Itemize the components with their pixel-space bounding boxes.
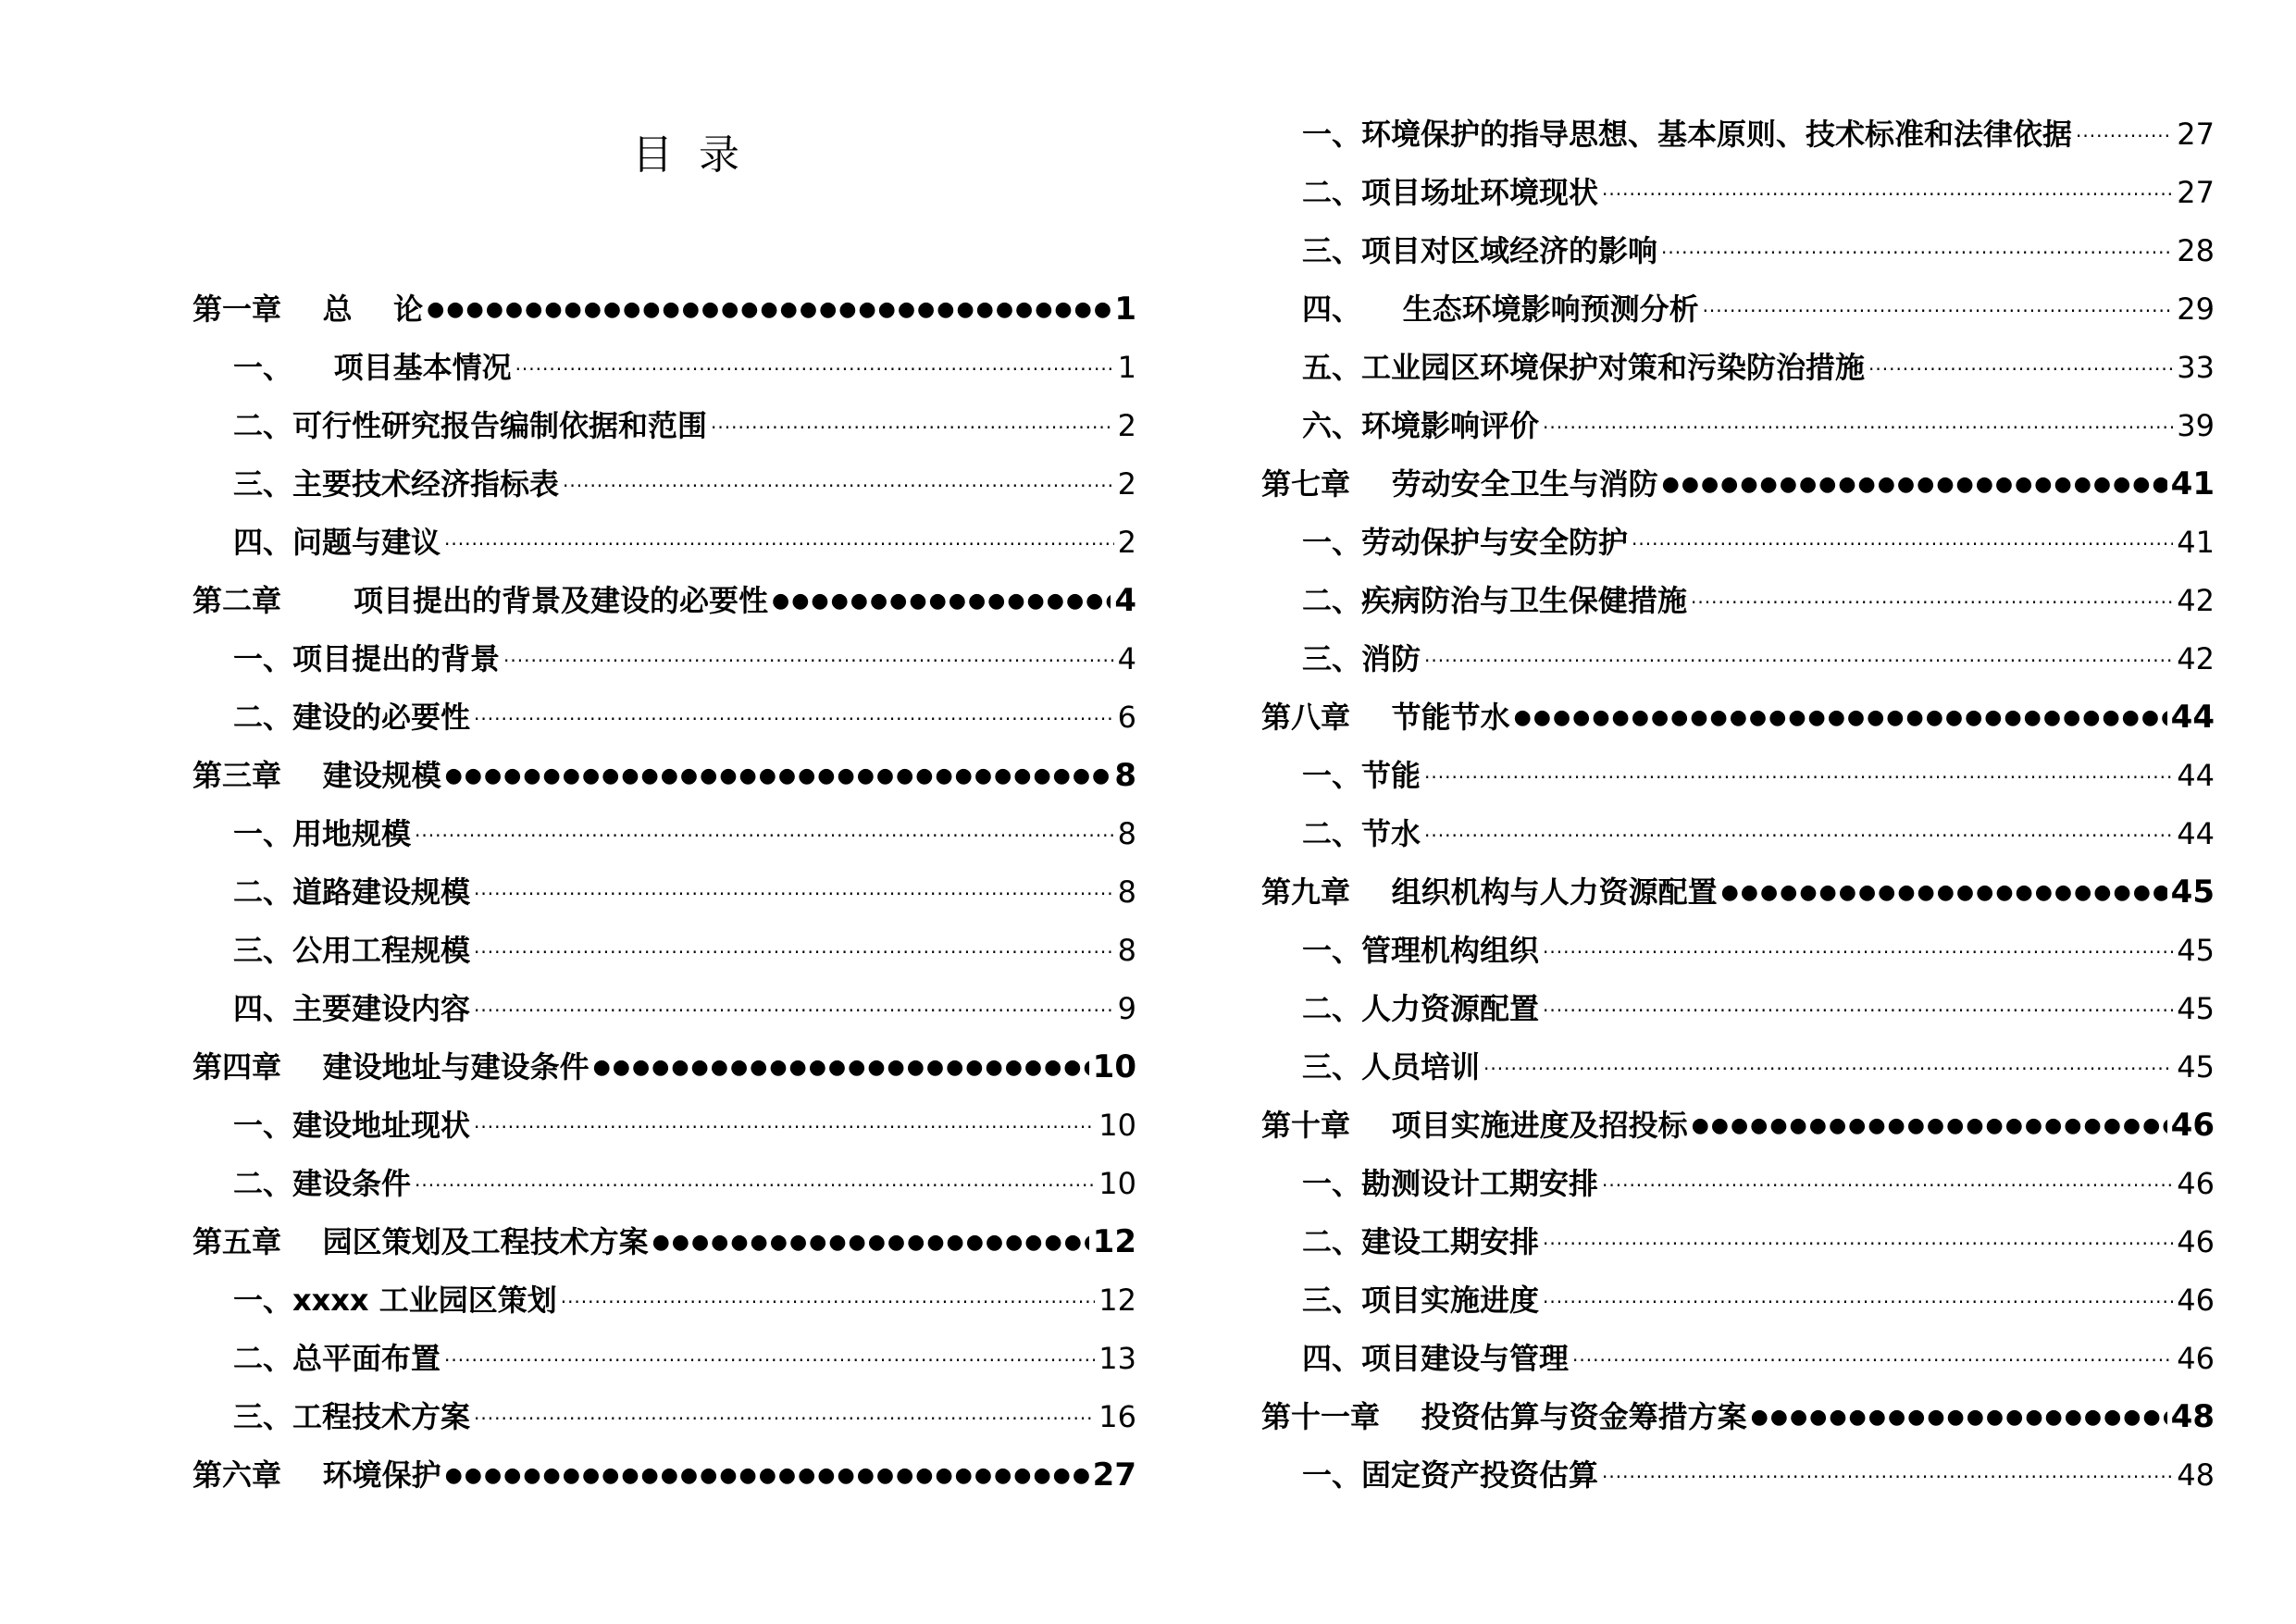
toc-section-entry[interactable] <box>1261 1330 2215 1388</box>
toc-page-number: 1 <box>1114 291 1136 328</box>
toc-page-number: 48 <box>2177 1457 2215 1493</box>
toc-dot-leader <box>515 341 1114 399</box>
toc-page-number: 41 <box>2170 465 2215 502</box>
toc-entry-label: 三、项目对区域经济的影响 <box>1302 233 1658 268</box>
toc-page-number: 45 <box>2177 991 2215 1026</box>
toc-dot-leader <box>593 1038 1089 1097</box>
toc-entry-label: 六、环境影响评价 <box>1302 408 1540 443</box>
toc-entry-label: 四、主要建设内容 <box>233 991 471 1026</box>
toc-page-number: 8 <box>1114 757 1136 794</box>
toc-entry-label: 二、疾病防治与卫生保健措施 <box>1302 583 1688 618</box>
toc-section-entry[interactable] <box>1261 1038 2215 1097</box>
toc-page-number: 6 <box>1117 700 1136 735</box>
toc-page-number: 2 <box>1117 466 1136 502</box>
toc-dot-leader <box>1543 982 2173 1040</box>
toc-dot-leader <box>711 399 1114 457</box>
toc-entry-label: 一、劳动保护与安全防护 <box>1302 525 1629 560</box>
toc-page-number: 8 <box>1117 874 1136 910</box>
toc-dot-leader <box>474 1390 1095 1448</box>
toc-entry-label: 第四章 建设地址与建设条件 <box>192 1049 590 1085</box>
toc-dot-leader <box>1602 166 2173 224</box>
toc-entry-label: 二、人力资源配置 <box>1302 991 1540 1026</box>
toc-entry-label: 一、勘测设计工期安排 <box>1302 1166 1599 1201</box>
toc-dot-leader <box>474 690 1114 749</box>
toc-section-entry[interactable] <box>1261 747 2215 805</box>
toc-dot-leader <box>1662 455 2167 514</box>
toc-entry-label: 二、建设工期安排 <box>1302 1224 1540 1259</box>
toc-page-number: 45 <box>2177 1049 2215 1085</box>
toc-entry-label: 第六章 环境保护 <box>192 1457 441 1493</box>
toc-entry-label: 三、消防 <box>1302 641 1421 676</box>
toc-entry-label: 第九章 组织机构与人力资源配置 <box>1261 874 1718 910</box>
toc-dot-leader <box>415 807 1114 865</box>
toc-entry-label: 一、节能 <box>1302 758 1421 793</box>
toc-section-entry[interactable] <box>1261 105 2215 164</box>
toc-section-entry[interactable] <box>192 863 1136 922</box>
toc-chapter-entry[interactable] <box>1261 1388 2215 1446</box>
toc-dot-leader <box>772 572 1111 630</box>
toc-dot-leader <box>1632 515 2173 574</box>
toc-page-number: 10 <box>1092 1048 1136 1085</box>
toc-chapter-entry[interactable] <box>1261 688 2215 747</box>
toc-page-number: 44 <box>2177 816 2215 851</box>
toc-page-number: 10 <box>1098 1166 1136 1201</box>
toc-dot-leader <box>563 457 1114 515</box>
toc-entry-label: 第七章 劳动安全卫生与消防 <box>1261 466 1658 502</box>
toc-chapter-entry[interactable] <box>192 280 1136 339</box>
page-title: 目录 <box>632 131 765 179</box>
toc-entry-label: 一、 项目基本情况 <box>233 350 512 385</box>
toc-dot-leader <box>427 280 1111 339</box>
toc-dot-leader <box>1543 924 2173 982</box>
toc-entry-label: 四、项目建设与管理 <box>1302 1341 1570 1376</box>
toc-section-entry[interactable] <box>192 805 1136 863</box>
toc-chapter-entry[interactable] <box>192 572 1136 630</box>
toc-entry-label: 三、项目实施进度 <box>1302 1283 1540 1318</box>
toc-entry-label: 一、环境保护的指导思想、基本原则、技术标准和法律依据 <box>1302 117 2073 152</box>
toc-entry-label: 第一章 总 论 <box>192 291 424 327</box>
toc-section-entry[interactable] <box>192 1271 1136 1330</box>
toc-entry-label: 四、 生态环境影响预测分析 <box>1302 291 1699 327</box>
toc-section-entry[interactable] <box>192 980 1136 1038</box>
toc-section-entry[interactable] <box>1261 339 2215 397</box>
toc-page-number: 42 <box>2177 641 2215 676</box>
toc-dot-leader <box>1661 224 2173 282</box>
toc-page-number: 1 <box>1117 350 1136 385</box>
toc-section-entry[interactable] <box>192 397 1136 455</box>
toc-section-entry[interactable] <box>1261 922 2215 980</box>
toc-dot-leader <box>445 1446 1089 1505</box>
toc-dot-leader <box>444 1332 1095 1390</box>
toc-entry-label: 二、道路建设规模 <box>233 874 471 910</box>
toc-dot-leader <box>561 1273 1096 1332</box>
toc-section-entry[interactable] <box>1261 397 2215 455</box>
toc-section-entry[interactable] <box>192 339 1136 397</box>
toc-dot-leader <box>1602 1157 2173 1215</box>
toc-section-entry[interactable] <box>1261 280 2215 339</box>
toc-chapter-entry[interactable] <box>192 1446 1136 1505</box>
toc-page-number: 8 <box>1117 816 1136 851</box>
toc-dot-leader <box>445 747 1111 805</box>
toc-chapter-entry[interactable] <box>192 747 1136 805</box>
toc-section-entry[interactable] <box>1261 980 2215 1038</box>
toc-page-number: 45 <box>2177 933 2215 968</box>
toc-entry-label: 三、公用工程规模 <box>233 933 471 968</box>
toc-dot-leader <box>1868 341 2173 399</box>
toc-page-number: 16 <box>1098 1399 1136 1434</box>
toc-page-number: 10 <box>1098 1108 1136 1143</box>
toc-section-entry[interactable] <box>192 1388 1136 1446</box>
toc-page-number: 2 <box>1117 408 1136 443</box>
toc-section-entry[interactable] <box>192 1155 1136 1213</box>
toc-entry-label: 二、可行性研究报告编制依据和范围 <box>233 408 708 443</box>
toc-page-number: 46 <box>2177 1224 2215 1259</box>
toc-section-entry[interactable] <box>1261 1213 2215 1271</box>
toc-entry-label: 第二章 项目提出的背景及建设的必要性 <box>192 583 768 618</box>
toc-dot-leader <box>1424 807 2173 865</box>
toc-entry-label: 第八章 节能节水 <box>1261 700 1510 735</box>
toc-section-entry[interactable] <box>192 630 1136 688</box>
toc-section-entry[interactable] <box>1261 164 2215 222</box>
toc-dot-leader <box>1543 1273 2173 1332</box>
toc-section-entry[interactable] <box>1261 572 2215 630</box>
toc-entry-label: 第五章 园区策划及工程技术方案 <box>192 1224 649 1259</box>
toc-dot-leader <box>1721 863 2167 922</box>
toc-dot-leader <box>1514 688 2167 747</box>
toc-entry-label: 三、人员培训 <box>1302 1049 1481 1085</box>
toc-dot-leader <box>1543 399 2173 457</box>
toc-page-number: 42 <box>2177 583 2215 618</box>
toc-dot-leader <box>474 982 1114 1040</box>
toc-entry-label: 四、问题与建议 <box>233 525 441 560</box>
toc-entry-label: 一、xxxx 工业园区策划 <box>233 1283 557 1318</box>
toc-page-number: 46 <box>2170 1107 2215 1144</box>
toc-section-entry[interactable] <box>192 455 1136 514</box>
toc-dot-leader <box>1424 632 2173 690</box>
toc-section-entry[interactable] <box>1261 514 2215 572</box>
toc-entry-label: 一、建设地址现状 <box>233 1108 471 1143</box>
toc-page-number: 4 <box>1114 582 1136 619</box>
toc-page-number: 2 <box>1117 525 1136 560</box>
toc-dot-leader <box>1602 1448 2173 1506</box>
toc-page-number: 9 <box>1117 991 1136 1026</box>
toc-dot-leader <box>1424 749 2173 807</box>
toc-entry-label: 二、节水 <box>1302 816 1421 851</box>
toc-chapter-entry[interactable] <box>192 1213 1136 1271</box>
toc-section-entry[interactable] <box>1261 222 2215 280</box>
toc-page-number: 46 <box>2177 1283 2215 1318</box>
toc-entry-label: 二、建设条件 <box>233 1166 412 1201</box>
toc-entry-label: 第三章 建设规模 <box>192 758 441 793</box>
toc-dot-leader <box>2076 107 2173 166</box>
toc-entry-label: 三、工程技术方案 <box>233 1399 471 1434</box>
toc-dot-leader <box>1751 1388 2167 1446</box>
toc-section-entry[interactable] <box>1261 630 2215 688</box>
toc-entry-label: 二、建设的必要性 <box>233 700 471 735</box>
toc-entry-label: 一、项目提出的背景 <box>233 641 501 676</box>
toc-page-number: 46 <box>2177 1341 2215 1376</box>
toc-dot-leader <box>1543 1215 2173 1273</box>
toc-page-number: 39 <box>2177 408 2215 443</box>
toc-section-entry[interactable] <box>192 1097 1136 1155</box>
toc-dot-leader <box>444 515 1114 574</box>
toc-page-number: 12 <box>1092 1223 1136 1260</box>
toc-dot-leader <box>415 1157 1095 1215</box>
toc-entry-label: 一、用地规模 <box>233 816 412 851</box>
toc-section-entry[interactable] <box>1261 1446 2215 1505</box>
toc-page-number: 27 <box>2177 117 2215 152</box>
toc-entry-label: 二、项目场址环境现状 <box>1302 175 1599 210</box>
toc-page-number: 28 <box>2177 233 2215 268</box>
toc-page-number: 12 <box>1098 1283 1136 1318</box>
toc-page-number: 27 <box>1092 1457 1136 1494</box>
toc-dot-leader <box>1692 1097 2167 1155</box>
toc-page-number: 48 <box>2170 1398 2215 1435</box>
toc-section-entry[interactable] <box>1261 1271 2215 1330</box>
toc-dot-leader <box>474 865 1114 924</box>
toc-section-entry[interactable] <box>1261 1155 2215 1213</box>
toc-entry-label: 五、工业园区环境保护对策和污染防治措施 <box>1302 350 1866 385</box>
toc-page-number: 41 <box>2177 525 2215 560</box>
toc-dot-leader <box>503 632 1114 690</box>
toc-page-number: 44 <box>2177 758 2215 793</box>
toc-entry-label: 一、固定资产投资估算 <box>1302 1457 1599 1493</box>
toc-page-number: 44 <box>2170 699 2215 736</box>
toc-entry-label: 二、总平面布置 <box>233 1341 441 1376</box>
toc-dot-leader <box>1691 574 2173 632</box>
toc-section-entry[interactable] <box>192 922 1136 980</box>
toc-page-number: 46 <box>2177 1166 2215 1201</box>
toc-entry-label: 三、主要技术经济指标表 <box>233 466 560 502</box>
toc-dot-leader <box>1483 1040 2173 1098</box>
toc-dot-leader <box>1572 1332 2173 1390</box>
toc-dot-leader <box>474 924 1114 982</box>
toc-dot-leader <box>1703 282 2174 341</box>
toc-page-number: 13 <box>1098 1341 1136 1376</box>
toc-entry-label: 第十章 项目实施进度及招投标 <box>1261 1108 1688 1143</box>
toc-section-entry[interactable] <box>192 1330 1136 1388</box>
toc-chapter-entry[interactable] <box>1261 1097 2215 1155</box>
toc-chapter-entry[interactable] <box>1261 455 2215 514</box>
toc-section-entry[interactable] <box>1261 805 2215 863</box>
toc-page-number: 27 <box>2177 175 2215 210</box>
toc-section-entry[interactable] <box>192 688 1136 747</box>
toc-entry-label: 一、管理机构组织 <box>1302 933 1540 968</box>
toc-dot-leader <box>474 1098 1095 1157</box>
toc-page-number: 29 <box>2177 291 2215 327</box>
toc-chapter-entry[interactable] <box>1261 863 2215 922</box>
toc-page-number: 4 <box>1117 641 1136 676</box>
toc-left-column <box>192 280 1136 1505</box>
toc-chapter-entry[interactable] <box>192 1038 1136 1097</box>
toc-page-number: 33 <box>2177 350 2215 385</box>
toc-dot-leader <box>652 1213 1089 1271</box>
toc-entry-label: 第十一章 投资估算与资金筹措方案 <box>1261 1399 1747 1434</box>
toc-page-number: 8 <box>1117 933 1136 968</box>
toc-section-entry[interactable] <box>192 514 1136 572</box>
toc-page-number: 45 <box>2170 874 2215 911</box>
toc-right-column <box>1261 105 2215 1505</box>
